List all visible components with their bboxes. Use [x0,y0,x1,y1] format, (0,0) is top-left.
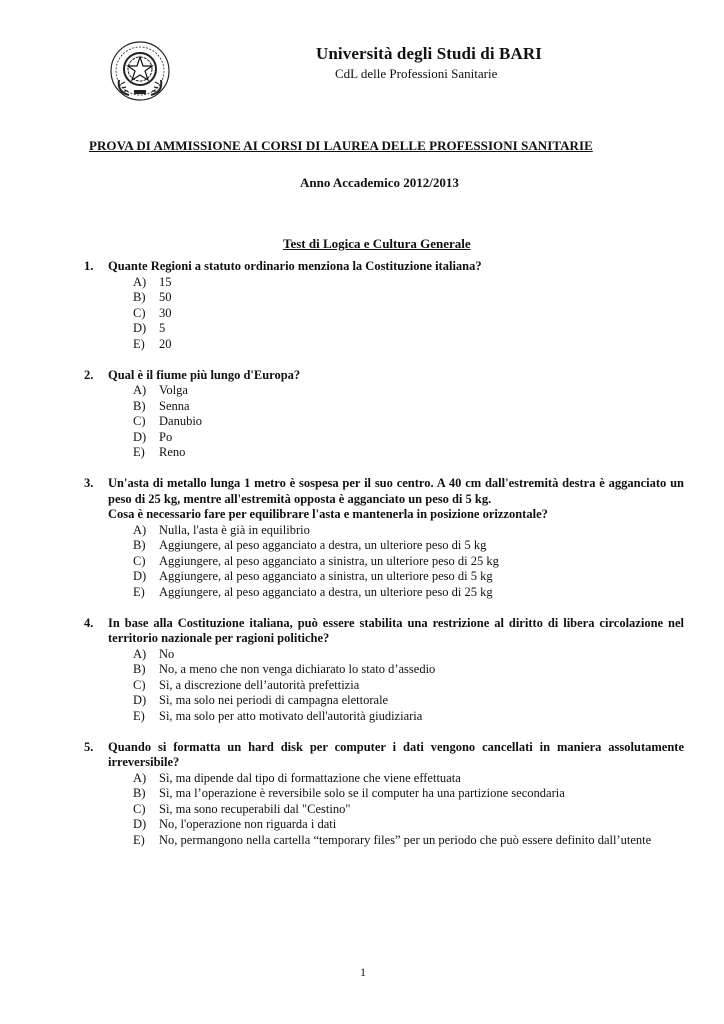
option-label: E) [133,832,145,847]
answer-option [84,786,684,802]
option-text: Aggiungere, al peso agganciato a sinistra, un ulteriore peso di 5 kg [159,569,493,583]
option-label: D) [133,321,147,335]
question-text [108,476,684,523]
option-text: Sì, ma l’operazione è reversibile solo se il computer ha una partizione secondaria [159,786,565,800]
question-list [84,259,684,864]
option-label: E) [133,708,145,723]
question-line: Quando si formatta un hard disk per computer i dati vengono cancellati in maniera assolutamente irreversibile? [108,739,684,769]
option-text: Sì, ma solo per atto motivato dell'autorità giudiziaria [159,708,423,723]
option-text: No, l'operazione non riguarda i dati [159,817,337,831]
option-text: Aggiungere, al peso agganciato a sinistra, un ulteriore peso di 25 kg [159,553,499,568]
question-line: In base alla Costituzione italiana, può essere stabilita una restrizione al diritto di libera circolazione nel territorio nazionale per ragioni politiche? [108,615,684,645]
option-label: B) [133,662,146,676]
option-text: Senna [159,398,190,413]
option-text: Sì, a discrezione dell’autorità prefettizia [159,677,360,692]
question-text [108,740,684,771]
question-line: Qual è il fiume più lungo d'Europa? [108,367,301,382]
option-label: D) [133,817,147,831]
option-label: D) [133,569,147,583]
option-label: B) [133,538,146,552]
option-text: No, a meno che non venga dichiarato lo stato d’assedio [159,662,436,676]
option-label: A) [133,522,147,537]
answer-option [84,414,684,430]
answer-option [84,430,684,446]
university-name: Università degli Studi di BARI [316,44,542,63]
option-text: 30 [159,305,172,320]
option-label: E) [133,584,145,599]
answer-option [84,569,684,585]
academic-year: Anno Accademico 2012/2013 [300,175,459,190]
option-text: 50 [159,290,172,304]
answer-option [84,321,684,337]
question-number: 2. [84,367,94,382]
question-text [108,368,684,384]
question-text [108,616,684,647]
option-text: Sì, ma solo nei periodi di campagna elettorale [159,693,389,707]
answer-option [84,647,684,663]
answer-option [84,817,684,833]
option-text: Aggiungere, al peso agganciato a destra, un ulteriore peso di 5 kg [159,538,487,552]
question-number: 1. [84,259,94,273]
question-line: Un'asta di metallo lunga 1 metro è sospesa per il suo centro. A 40 cm dall'estremità destra è agganciato un peso di 25 kg, mentre all'estremità opposta è agganciato un peso di 5 kg. [108,476,684,506]
answer-option [84,662,684,678]
option-label: E) [133,445,145,459]
answer-option [84,383,684,399]
option-text: 5 [159,321,166,335]
option-label: B) [133,786,146,800]
answer-option [84,585,684,601]
option-label: D) [133,429,147,444]
option-label: A) [133,274,147,289]
option-label: D) [133,693,147,707]
option-text: Reno [159,445,186,459]
option-text: No [159,646,175,661]
option-label: C) [133,414,146,428]
answer-option [84,802,684,818]
section-title: Test di Logica e Cultura Generale [283,236,471,251]
question-number: 3. [84,476,94,490]
answer-option [84,275,684,291]
answer-option [84,337,684,353]
option-label: B) [133,398,146,413]
option-text: Sì, ma dipende dal tipo di formattazione che viene effettuata [159,770,461,785]
italian-republic-emblem-icon [109,40,171,102]
question-5 [84,740,684,849]
question-line: Quante Regioni a statuto ordinario menziona la Costituzione italiana? [108,259,482,273]
question-3 [84,476,684,600]
question-2 [84,368,684,461]
answer-option [84,678,684,694]
option-text: No, permangono nella cartella “temporary files” per un periodo che può essere definito dall’utente [159,832,652,847]
option-label: C) [133,801,146,816]
answer-option [84,833,684,849]
option-label: A) [133,383,147,397]
answer-option [84,554,684,570]
question-number: 4. [84,615,94,630]
answer-option [84,306,684,322]
answer-option [84,290,684,306]
question-4 [84,616,684,725]
option-label: C) [133,677,146,692]
option-text: 20 [159,336,172,351]
option-label: E) [133,336,145,351]
page-number: 1 [360,965,366,979]
option-text: Po [159,429,173,444]
answer-option [84,445,684,461]
answer-option [84,771,684,787]
option-text: Sì, ma sono recuperabili dal "Cestino" [159,801,351,816]
question-text [108,259,684,275]
answer-option [84,399,684,415]
option-text: Nulla, l'asta è già in equilibrio [159,522,310,537]
option-text: Aggiungere, al peso agganciato a destra, un ulteriore peso di 25 kg [159,584,493,599]
question-line: Cosa è necessario fare per equilibrare l'asta e mantenerla in posizione orizzontale? [108,507,548,521]
option-label: A) [133,646,147,661]
question-number: 5. [84,739,94,754]
option-label: C) [133,553,146,568]
answer-option [84,538,684,554]
department-name: CdL delle Professioni Sanitarie [335,66,498,81]
exam-title: PROVA DI AMMISSIONE AI CORSI DI LAUREA DELLE PROFESSIONI SANITARIE [89,138,593,153]
option-text: Danubio [159,414,203,428]
option-label: B) [133,290,146,304]
answer-option [84,709,684,725]
option-label: C) [133,305,146,320]
answer-option [84,693,684,709]
option-text: 15 [159,274,172,289]
answer-option [84,523,684,539]
option-text: Volga [159,383,188,397]
question-1 [84,259,684,352]
option-label: A) [133,770,147,785]
